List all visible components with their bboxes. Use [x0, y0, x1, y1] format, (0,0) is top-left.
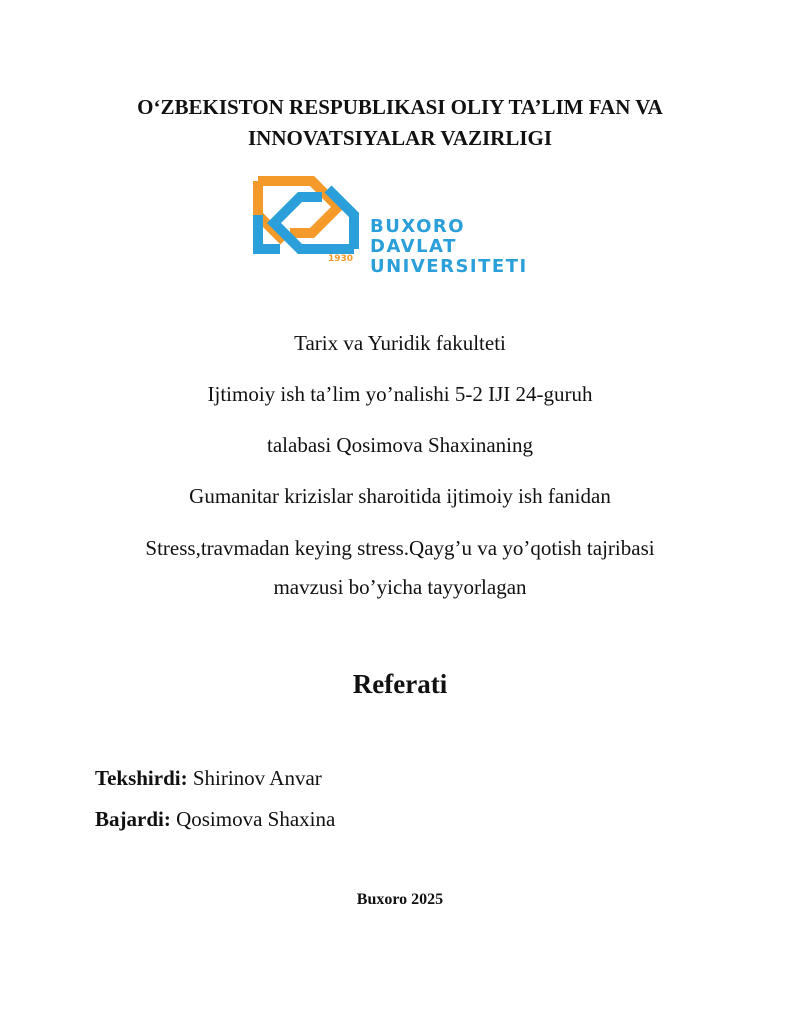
group-text: Ijtimoiy ish ta’lim yo’nalishi 5-2 IJI 24-guruh [207, 382, 593, 406]
place-year-footer: Buxoro 2025 [356, 891, 444, 908]
logo-name-line1: BUXORO [370, 216, 466, 237]
subject-text: Gumanitar krizislar sharoitida ijtimoiy ish fanidan [189, 484, 611, 508]
ministry-heading-line2: INNOVATSIYALAR VAZIRLIGI [247, 126, 553, 150]
topic-line1: Stress,travmadan keying stress.Qayg’u va yo’qotish tajribasi [145, 536, 655, 560]
faculty-text: Tarix va Yuridik fakulteti [294, 331, 506, 355]
checked-by-label: Tekshirdi: [95, 766, 188, 790]
ministry-heading [60, 92, 740, 154]
logo-name-line2: DAVLAT [370, 236, 457, 257]
student-text: talabasi Qosimova Shaxinaning [267, 433, 533, 457]
university-logo-emblem [250, 175, 362, 255]
university-logo-wordmark [370, 217, 528, 277]
done-by-label: Bajardi: [95, 807, 171, 831]
done-by-name: Qosimova Shaxina [170, 807, 336, 831]
logo-name-line3: UNIVERSITETI [370, 256, 528, 277]
checked-by-name: Shirinov Anvar [187, 766, 322, 790]
checked-by-line [95, 763, 322, 793]
document-type-title: Referati [352, 669, 448, 699]
logo-year: 1930 [328, 254, 354, 264]
university-logo [250, 175, 560, 275]
topic-line2: mavzusi bo’yicha tayyorlagan [273, 575, 527, 599]
done-by-line [95, 804, 335, 834]
ministry-heading-line1: O‘ZBEKISTON RESPUBLIKASI OLIY TA’LIM FAN VA [137, 95, 663, 119]
